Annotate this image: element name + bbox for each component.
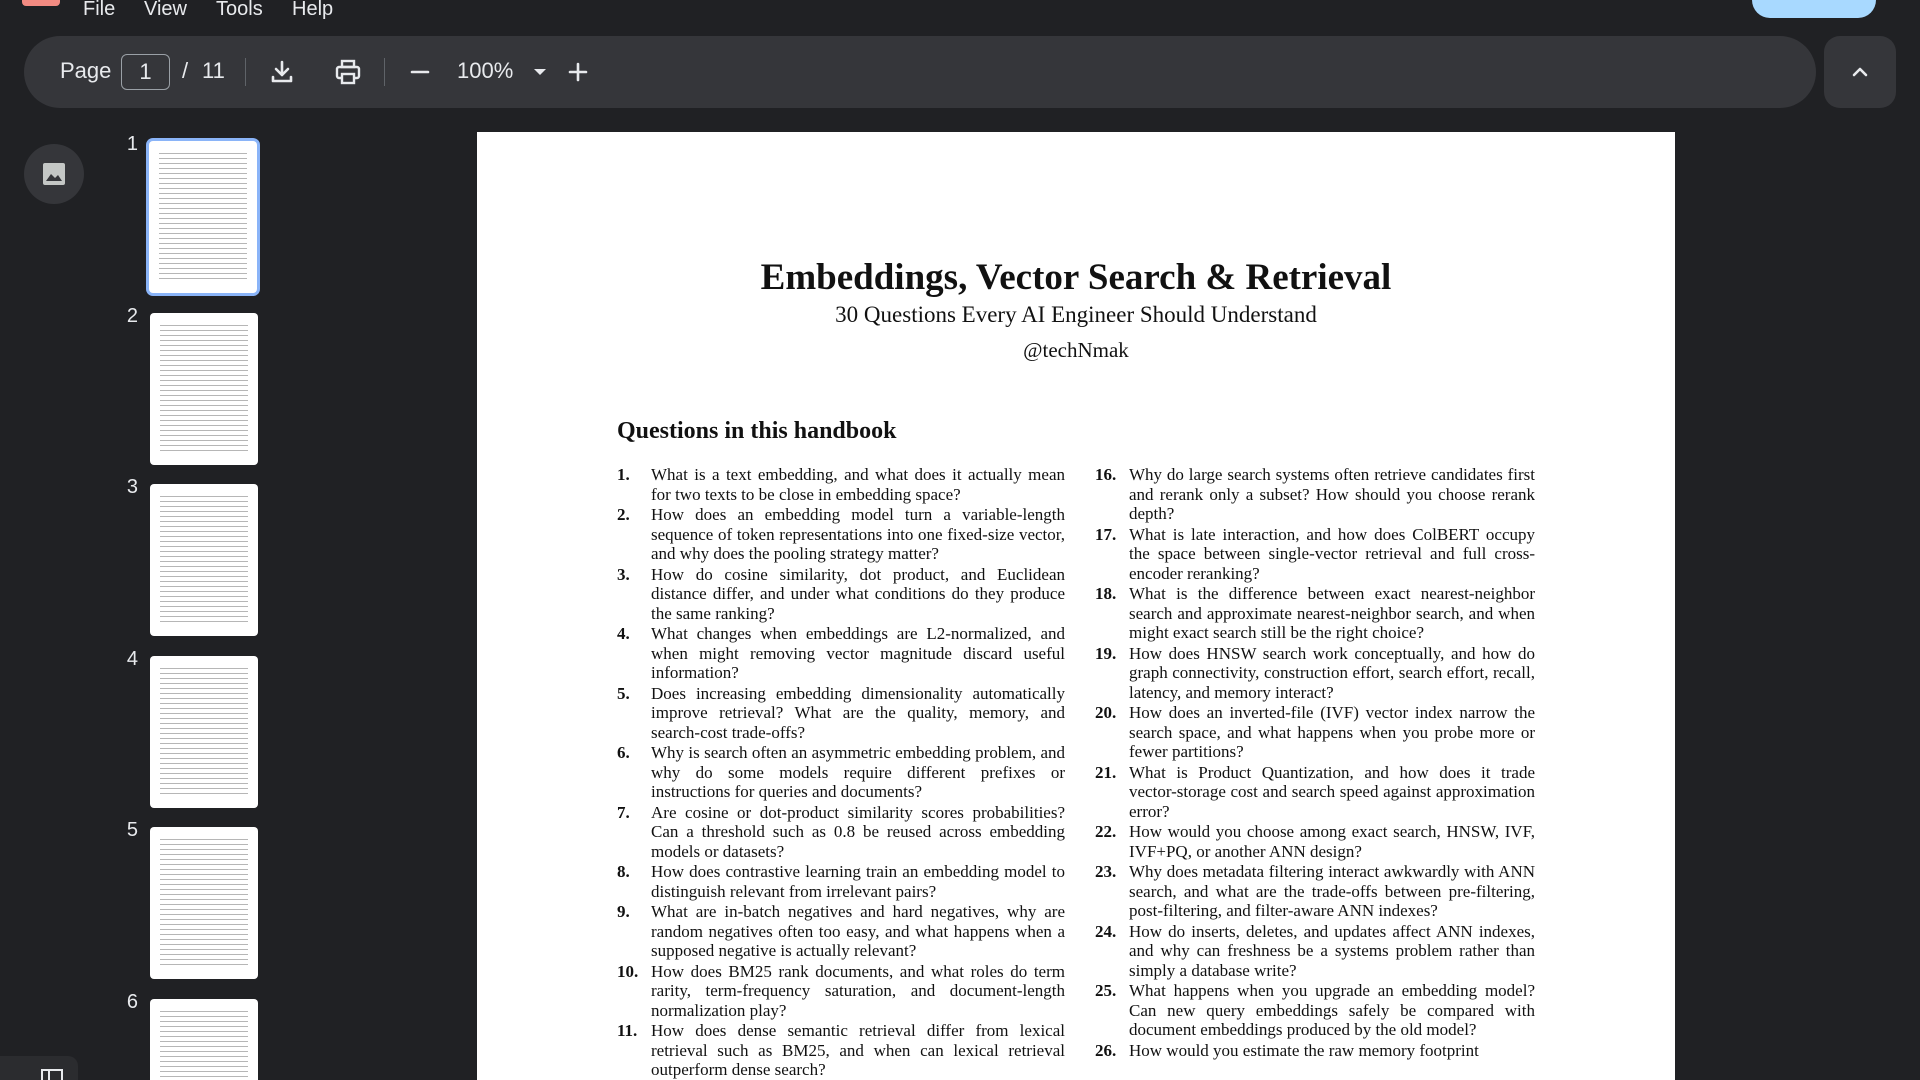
question-text: How would you estimate the raw memory footprint [1129, 1040, 1479, 1060]
page-thumbnail[interactable] [150, 656, 258, 808]
question-text: How would you choose among exact search, HNSW, IVF, IVF+PQ, or another ANN design? [1129, 822, 1535, 861]
question-item [1095, 644, 1535, 703]
page-thumbnail[interactable] [149, 141, 257, 293]
zoom-level[interactable]: 100% [457, 58, 514, 83]
question-item [1095, 703, 1535, 762]
question-number: 18. [1095, 584, 1117, 603]
question-item [1095, 525, 1535, 584]
toolbar-divider [384, 58, 385, 86]
question-number: 6. [617, 743, 630, 762]
image-icon [40, 160, 68, 188]
question-item [1095, 763, 1535, 822]
menu-help[interactable]: Help [292, 0, 334, 20]
question-text: How do cosine similarity, dot product, and Euclidean distance differ, and under what conditions do they produce the same ranking? [651, 564, 1065, 623]
question-item [1095, 922, 1535, 981]
question-item [617, 743, 1065, 802]
zoom-out-icon[interactable] [404, 56, 436, 88]
question-number: 2. [617, 505, 630, 524]
document-subtitle: 30 Questions Every AI Engineer Should Understand [835, 302, 1317, 327]
question-text: Why does metadata filtering interact awkwardly with ANN search, and what are the trade-offs between pre-filtering, post-filtering, and filter-aware ANN indexes? [1129, 862, 1535, 920]
question-item [617, 565, 1065, 624]
question-text: What is a text embedding, and what does it actually mean for two texts to be close in embedding space? [651, 465, 1065, 504]
chevron-up-icon [1844, 56, 1876, 88]
question-item [617, 803, 1065, 862]
document-title: Embeddings, Vector Search & Retrieval [760, 257, 1392, 298]
question-item [617, 505, 1065, 564]
collapse-toolbar-button[interactable] [1824, 36, 1896, 108]
thumbnail-number: 6 [126, 991, 138, 1013]
question-text: How do inserts, deletes, and updates affect ANN indexes, and why can freshness be a systems problem rather than simply a database write? [1129, 921, 1535, 980]
question-text: Does increasing embedding dimensionality automatically improve retrieval? What are the quality, memory, and search-cost trade-offs? [651, 683, 1065, 742]
menu-file[interactable]: File [83, 0, 116, 20]
question-text: What is late interaction, and how does ColBERT occupy the space between single-vector retrieval and full cross-encoder reranking? [1129, 524, 1535, 583]
thumbnail-number: 3 [126, 476, 138, 498]
page-separator: / [182, 58, 189, 83]
thumbnail-number: 1 [126, 133, 138, 155]
question-item [617, 684, 1065, 743]
page-number-input[interactable] [121, 54, 170, 90]
thumbnail-number: 2 [126, 305, 138, 327]
question-text: What happens when you upgrade an embedding model? Can new query embeddings safely be compared with document embeddings produced by the old model? [1129, 981, 1535, 1039]
question-text: Are cosine or dot-product similarity scores probabilities? Can a threshold such as 0.8 be reused across embedding models or datasets? [651, 802, 1065, 861]
pdf-toolbar [24, 36, 1816, 108]
page-thumbnail[interactable] [150, 313, 258, 465]
question-number: 8. [617, 862, 630, 881]
question-number: 9. [617, 902, 630, 921]
total-pages: 11 [202, 58, 225, 83]
question-item [1095, 981, 1535, 1040]
question-text: What is the difference between exact nearest-neighbor search and approximate nearest-neighbor search, and when might exact search still be the right choice? [1129, 584, 1535, 642]
thumbnail-preview [160, 839, 248, 969]
question-item [1095, 465, 1535, 524]
question-text: Why do large search systems often retrieve candidates first and rerank only a subset? How should you choose rerank depth? [1129, 465, 1535, 523]
question-number: 11. [617, 1021, 638, 1040]
toolbar-divider [245, 58, 246, 86]
menu-tools[interactable]: Tools [216, 0, 263, 20]
question-item [617, 624, 1065, 683]
question-text: How does BM25 rank documents, and what roles do term rarity, term-frequency saturation, and document-length normalization play? [651, 961, 1065, 1020]
question-number: 25. [1095, 981, 1117, 1000]
question-text: How does an embedding model turn a variable-length sequence of token representations into one fixed-size vector, and why does the pooling strategy matter? [651, 505, 1065, 563]
question-number: 21. [1095, 762, 1117, 782]
question-text: What is Product Quantization, and how does it trade vector-storage cost and search speed against approximation error? [1129, 762, 1535, 821]
thumbnail-view-button[interactable] [24, 144, 84, 204]
zoom-in-icon[interactable] [562, 56, 594, 88]
question-item [617, 1021, 1065, 1080]
question-item [617, 902, 1065, 961]
questions-list-right [1095, 465, 1535, 1061]
document-author: @techNmak [1023, 338, 1129, 362]
question-number: 26. [1095, 1040, 1117, 1060]
question-number: 7. [617, 802, 630, 822]
thumbnail-preview [160, 325, 248, 455]
print-icon[interactable] [332, 56, 364, 88]
question-item [1095, 862, 1535, 921]
question-text: What are in-batch negatives and hard negatives, why are random negatives often too easy, and what happens when a supposed negative is actually relevant? [651, 902, 1065, 960]
question-item [1095, 1041, 1535, 1061]
zoom-dropdown-icon[interactable] [524, 56, 556, 88]
question-item [1095, 822, 1535, 861]
thumbnail-preview [159, 153, 247, 283]
question-number: 16. [1095, 465, 1117, 484]
app-logo [22, 0, 60, 6]
question-text: How does an inverted-file (IVF) vector index narrow the search space, and what happens when you probe more or fewer partitions? [1129, 703, 1535, 761]
thumbnail-number: 5 [126, 819, 138, 841]
question-number: 5. [617, 683, 630, 703]
questions-list-left [617, 465, 1065, 1080]
menu-view[interactable]: View [144, 0, 187, 20]
download-icon[interactable] [266, 56, 298, 88]
question-number: 1. [617, 465, 630, 484]
question-item [1095, 584, 1535, 643]
question-item [617, 962, 1065, 1021]
page-thumbnail[interactable] [150, 999, 258, 1080]
menu-bar [0, 0, 1920, 28]
question-number: 23. [1095, 862, 1117, 881]
page-thumbnail[interactable] [150, 827, 258, 979]
sidebar-icon [40, 1068, 64, 1080]
question-number: 17. [1095, 524, 1117, 544]
question-number: 3. [617, 564, 630, 584]
question-number: 24. [1095, 921, 1117, 941]
thumbnail-preview [160, 1011, 248, 1080]
question-text: How does contrastive learning train an embedding model to distinguish relevant from irrelevant pairs? [651, 862, 1065, 901]
account-button[interactable] [1752, 0, 1876, 18]
question-item [617, 862, 1065, 901]
thumbnail-preview [160, 496, 248, 626]
section-heading: Questions in this handbook [617, 418, 897, 444]
question-text: What changes when embeddings are L2-normalized, and when might removing vector magnitude discard useful information? [651, 624, 1065, 682]
sidebar-toggle-button[interactable] [0, 1056, 78, 1080]
question-text: How does HNSW search work conceptually, and how do graph connectivity, construction effort, search effort, recall, latency, and memory interact? [1129, 643, 1535, 702]
question-number: 22. [1095, 822, 1117, 841]
question-text: Why is search often an asymmetric embedding problem, and why do some models require different prefixes or instructions for queries and documents? [651, 743, 1065, 801]
question-number: 10. [617, 961, 639, 981]
question-number: 4. [617, 624, 630, 643]
thumbnail-number: 4 [126, 648, 138, 670]
question-item [617, 465, 1065, 504]
page-label: Page [60, 58, 112, 83]
question-number: 20. [1095, 703, 1117, 722]
question-number: 19. [1095, 643, 1117, 663]
thumbnail-preview [160, 668, 248, 798]
page-thumbnail[interactable] [150, 484, 258, 636]
document-page [477, 132, 1675, 1080]
question-text: How does dense semantic retrieval differ from lexical retrieval such as BM25, and when can lexical retrieval outperform dense search? [651, 1021, 1065, 1079]
